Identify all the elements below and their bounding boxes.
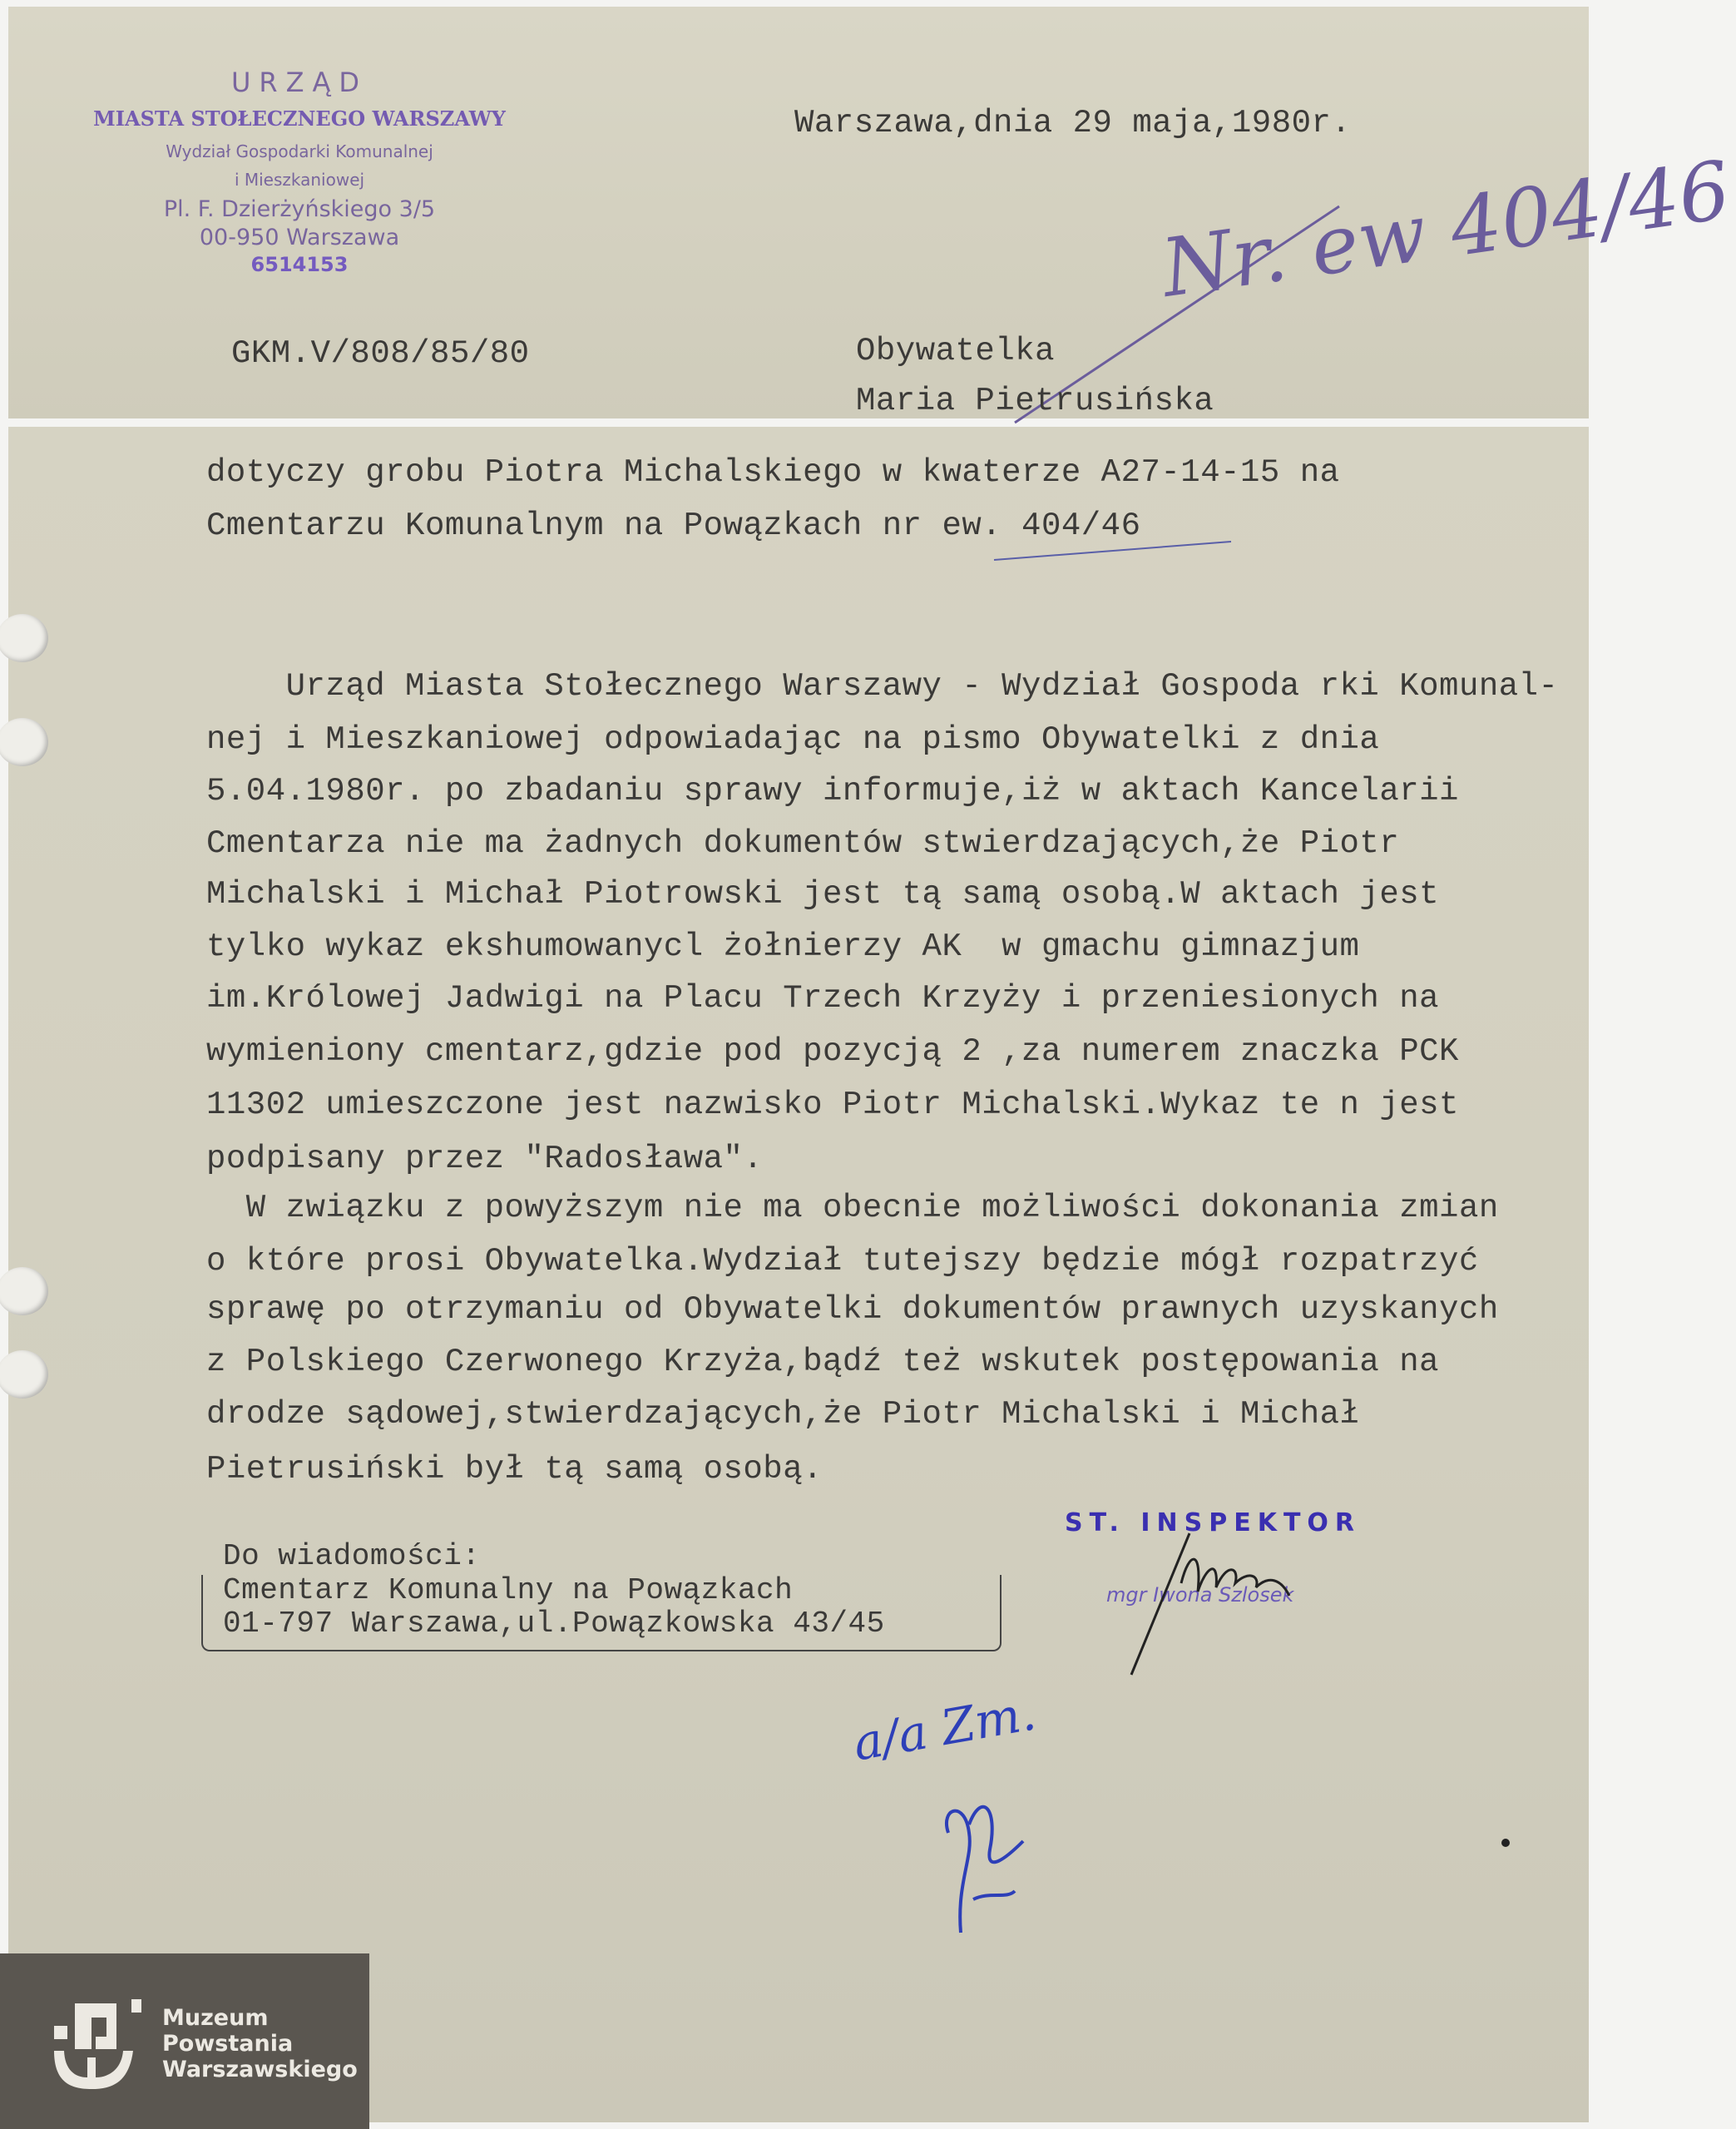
stamp-title: ST. INSPEKTOR xyxy=(1065,1508,1362,1537)
recipient-title: Obywatelka xyxy=(856,333,1056,369)
cc-line: 01-797 Warszawa,ul.Powązkowska 43/45 xyxy=(223,1607,885,1641)
body-line: Cmentarza nie ma żadnych dokumentów stwierdzających,że Piotr xyxy=(206,825,1400,862)
stamp-name: mgr Iwona Szlosek xyxy=(1106,1583,1294,1607)
logo-text xyxy=(162,2005,358,2082)
cc-bracket xyxy=(201,1575,1002,1651)
ink-dot xyxy=(1501,1839,1510,1847)
body-line: im.Królowej Jadwigi na Placu Trzech Krzyży i przeniesionych na xyxy=(206,980,1440,1017)
letterhead-line: MIASTA STOŁECZNEGO WARSZAWY xyxy=(93,106,506,131)
signature xyxy=(1123,1500,1339,1683)
body-line: tylko wykaz ekshumowanycl żołnierzy AK w gmachu gimnazjum xyxy=(206,928,1360,965)
letterhead-line: i Mieszkaniowej xyxy=(234,170,365,190)
body-line: nej i Mieszkaniowej odpowiadając na pismo Obywatelki z dnia xyxy=(206,721,1380,758)
logo-line: Powstania xyxy=(162,2031,294,2057)
pen-underline xyxy=(990,535,1239,568)
body-line: o które prosi Obywatelka.Wydział tutejszy będzie mógł rozpatrzyć xyxy=(206,1243,1479,1280)
logo-line: Muzeum xyxy=(162,2005,269,2031)
date-line: Warszawa,dnia 29 maja,1980r. xyxy=(794,105,1352,141)
reference-number: GKM.V/808/85/80 xyxy=(231,335,530,372)
letterhead-line: 00-950 Warszawa xyxy=(199,225,400,250)
handwritten-reference: Nr. ew 404/46 xyxy=(1156,143,1736,315)
body-line: podpisany przez "Radosława". xyxy=(206,1141,764,1177)
punch-hole xyxy=(0,718,48,766)
body-line: sprawę po otrzymaniu od Obywatelki dokumentów prawnych uzyskanych xyxy=(206,1291,1499,1328)
handwritten-note: a/a Zm. xyxy=(848,1684,1041,1772)
letterhead-line: Pl. F. Dzierżyńskiego 3/5 xyxy=(163,196,436,222)
letter-header-photo xyxy=(8,7,1736,419)
cc-line: Cmentarz Komunalny na Powązkach xyxy=(223,1573,794,1607)
body-line: wymieniony cmentarz,gdzie pod pozycją 2 ,za numerem znaczka PCK xyxy=(206,1033,1459,1070)
punch-hole xyxy=(0,1267,48,1315)
punch-hole xyxy=(0,1350,48,1399)
handwritten-initials xyxy=(932,1775,1040,1941)
kotwica-icon xyxy=(50,1991,141,2091)
body-line: Michalski i Michał Piotrowski jest tą samą osobą.W aktach jest xyxy=(206,876,1440,913)
body-line: 5.04.1980r. po zbadaniu sprawy informuje,iż w aktach Kancelarii xyxy=(206,773,1459,810)
subject-line: dotyczy grobu Piotra Michalskiego w kwaterze A27-14-15 na xyxy=(206,454,1340,491)
body-line: 11302 umieszczone jest nazwisko Piotr Michalski.Wykaz te n jest xyxy=(206,1087,1459,1123)
letter-body-photo xyxy=(8,427,1589,2122)
logo-line: Warszawskiego xyxy=(162,2057,358,2082)
body-line: Urząd Miasta Stołecznego Warszawy - Wydział Gospoda rki Komunal- xyxy=(206,668,1559,705)
body-line: z Polskiego Czerwonego Krzyża,bądź też wskutek postępowania na xyxy=(206,1344,1440,1380)
body-line: Pietrusiński był tą samą osobą. xyxy=(206,1451,823,1488)
recipient-name: Maria Pietrusińska xyxy=(856,383,1214,419)
body-line: W związku z powyższym nie ma obecnie możliwości dokonania zmian xyxy=(206,1190,1499,1226)
body-line: drodze sądowej,stwierdzających,że Piotr Michalski i Michał xyxy=(206,1396,1360,1433)
subject-line: Cmentarzu Komunalnym na Powązkach nr ew. 404/46 xyxy=(206,507,1141,544)
cc-label: Do wiadomości: xyxy=(223,1539,481,1573)
punch-hole xyxy=(0,614,48,662)
letterhead-line: Wydział Gospodarki Komunalnej xyxy=(166,141,433,161)
museum-logo xyxy=(0,1953,369,2129)
letterhead-line: 6514153 xyxy=(250,253,349,276)
letterhead-line: URZĄD xyxy=(230,67,368,98)
